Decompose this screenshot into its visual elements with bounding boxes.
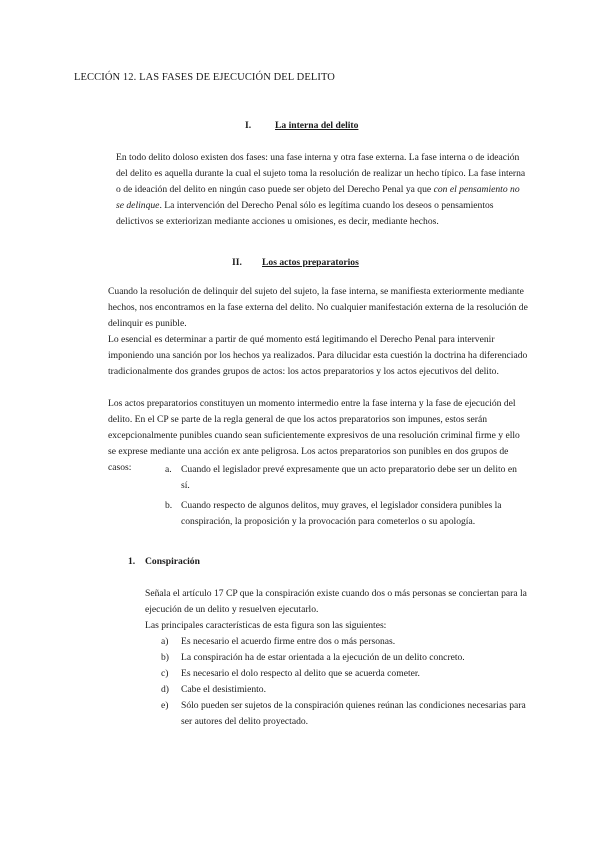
item-marker: e): [161, 700, 169, 711]
section-1-heading: [245, 120, 358, 131]
subsection-1-title: Conspiración: [145, 556, 200, 567]
item-text: Es necesario el acuerdo firme entre dos o más personas.: [181, 636, 396, 647]
case-marker: a.: [165, 464, 172, 475]
subsection-1-paragraph-1: Señala el artículo 17 CP que la conspiración existe cuando dos o más personas se conciertan para la ejecución de un delito y resuelven ejecutarlo.: [145, 588, 527, 615]
section-2-title: Los actos preparatorios: [262, 257, 359, 268]
item-text: La conspiración ha de estar orientada a la ejecución de un delito concreto.: [181, 652, 465, 663]
item-text: Es necesario el dolo respecto al delito que se acuerda cometer.: [181, 668, 420, 679]
list-item: [161, 682, 531, 698]
item-marker: b): [161, 652, 169, 663]
list-item: [161, 634, 531, 650]
list-item: [161, 666, 531, 682]
list-item: [165, 462, 525, 494]
subsection-1-paragraph-2: Las principales características de esta figura son las siguientes:: [145, 620, 387, 631]
case-text: Cuando el legislador prevé expresamente que un acto preparatorio debe ser un delito en sí.: [181, 464, 517, 491]
item-marker: d): [161, 684, 169, 695]
item-text: Cabe el desistimiento.: [181, 684, 266, 695]
subsection-1-number: 1.: [128, 556, 136, 567]
section-2-cases-list: [165, 462, 525, 530]
section-2-paragraph-2: Lo esencial es determinar a partir de qué momento está legitimando el Derecho Penal para intervenir imponiendo una sanción por los hechos ya realizados. Para dilucidar esta cuestión la doctrina ha diferenciado tradicionalmente dos grandes grupos de actos: los actos preparatorios y los actos ejecutivos del delito.: [108, 334, 528, 377]
list-item: [161, 698, 531, 730]
section-1-text-italic: con el pensamiento no se delinque: [116, 184, 520, 211]
list-item: [165, 498, 525, 530]
document-title: LECCIÓN 12. LAS FASES DE EJECUCIÓN DEL DELITO: [74, 72, 335, 83]
subsection-1-heading: [128, 556, 200, 567]
section-1-title: La interna del delito: [275, 120, 359, 131]
case-marker: b.: [165, 500, 173, 511]
item-marker: a): [161, 636, 169, 647]
list-item: [161, 650, 531, 666]
section-2-heading: [232, 257, 359, 268]
section-2-number: II.: [232, 257, 242, 268]
item-marker: c): [161, 668, 169, 679]
section-2-paragraph-3: Los actos preparatorios constituyen un momento intermedio entre la fase interna y la fase de ejecución del delito. En el CP se parte de la regla general de que los actos preparatorios son impunes, estos serán excepcionalmente punibles cuando sean suficientemente expresivos de una resolución criminal firme y ello se exprese mediante una acción ex ante peligrosa. Los actos preparatorios son punibles en dos grupos de casos:: [108, 398, 520, 473]
section-1-paragraph: [116, 150, 528, 230]
subsection-1-characteristics-list: [161, 634, 531, 730]
section-1-text-b: . La intervención del Derecho Penal sólo es legítima cuando los deseos o pensamientos delictivos se exteriorizan mediante acciones u omisiones, es decir, mediante hechos.: [116, 200, 494, 227]
section-2-paragraph-1: Cuando la resolución de delinquir del sujeto del sujeto, la fase interna, se manifiesta exteriormente mediante hechos, nos encontramos en la fase externa del delito. No cualquier manifestación externa de la resolución de delinquir es punible.: [108, 286, 528, 329]
section-1-text-a: En todo delito doloso existen dos fases: una fase interna y otra fase externa. La fase interna o de ideación del delito es aquella durante la cual el sujeto toma la resolución de realizar un hecho típico. La fase interna o de ideación del delito en ningún caso puede ser objeto del Derecho Penal ya que: [116, 152, 526, 195]
case-text: Cuando respecto de algunos delitos, muy graves, el legislador considera punibles la conspiración, la proposición y la provocación para cometerlos o su apología.: [181, 500, 502, 527]
item-text: Sólo pueden ser sujetos de la conspiración quienes reúnan las condiciones necesarias para ser autores del delito proyectado.: [181, 700, 526, 727]
section-1-number: I.: [245, 120, 252, 131]
